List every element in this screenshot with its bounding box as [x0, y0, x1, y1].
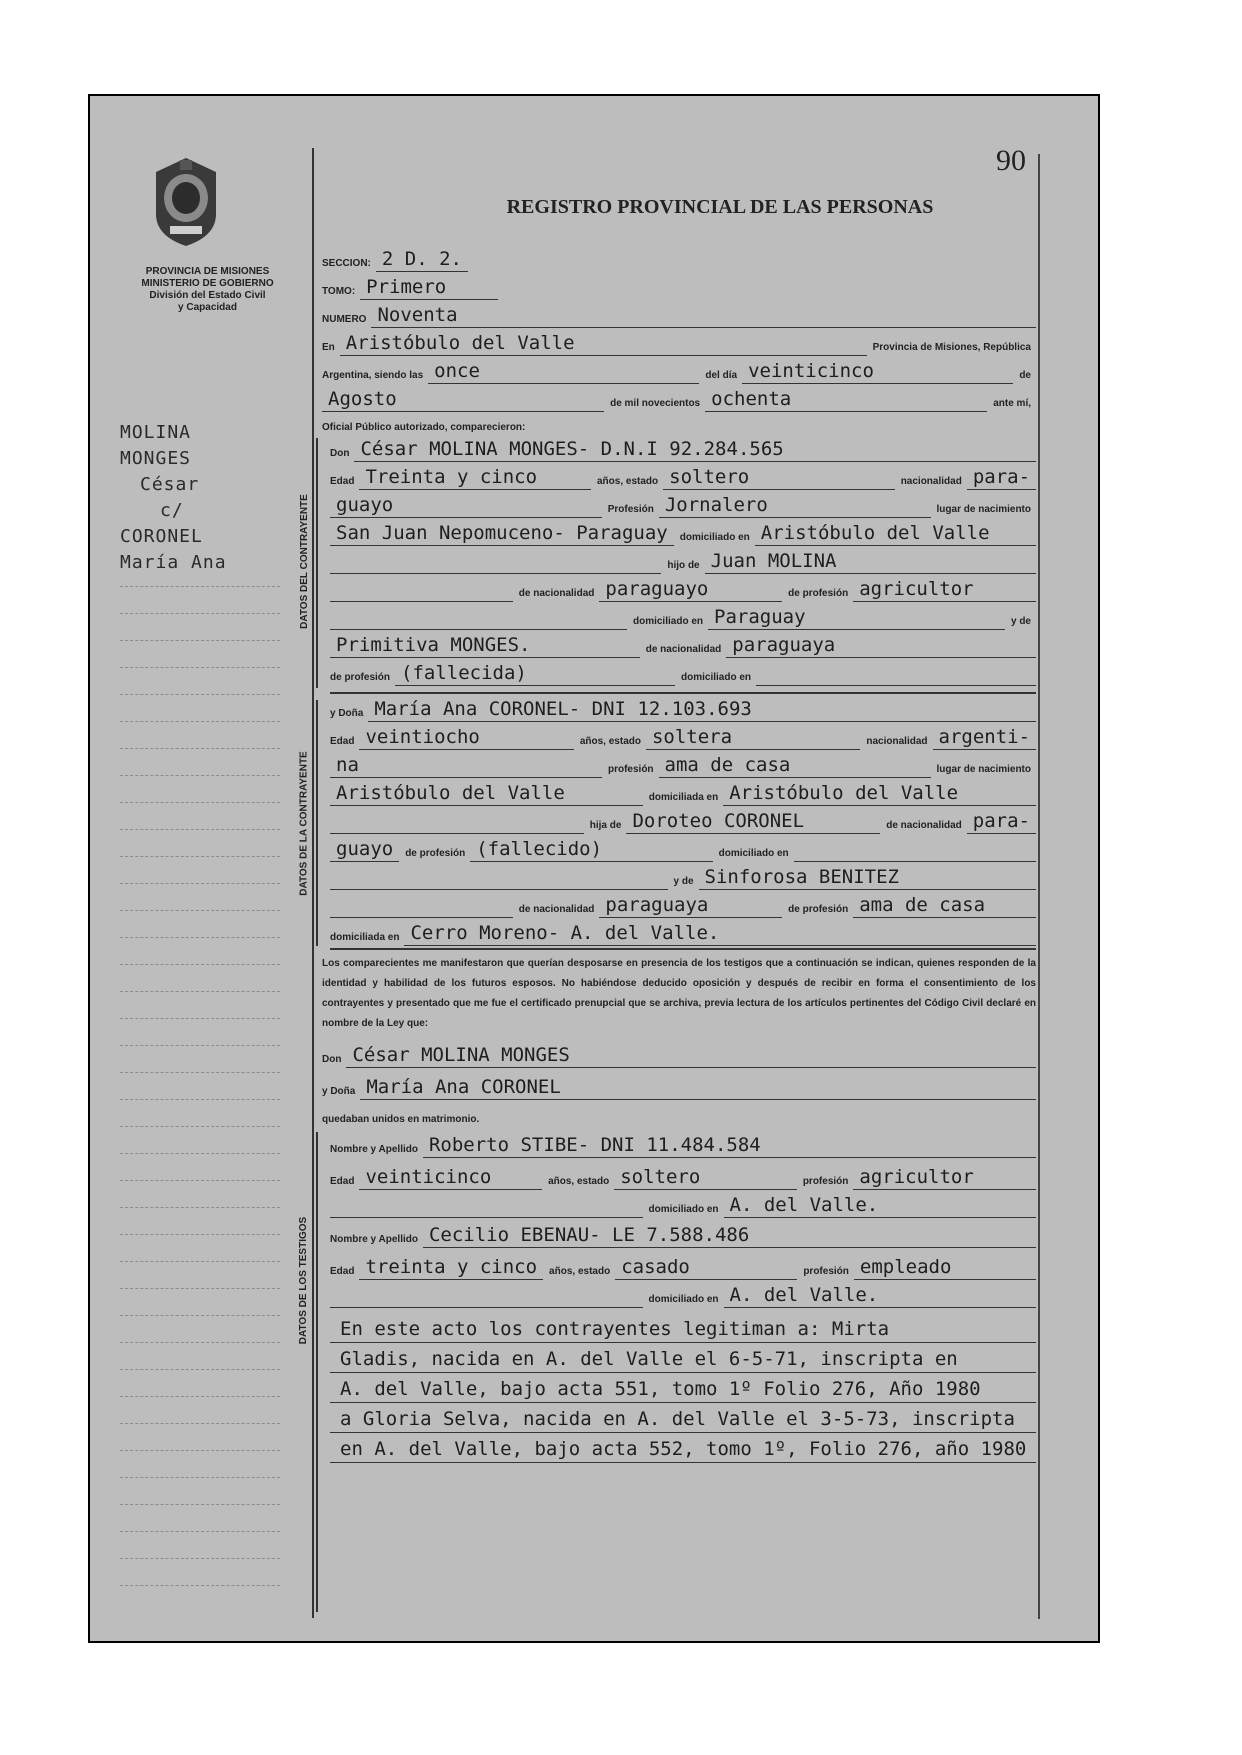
domiciliado-label: domiciliado en [679, 532, 750, 543]
contrayenta-madre-nacionalidad: paraguaya [599, 894, 782, 918]
legitimacion-note-line: A. del Valle, bajo acta 551, tomo 1º Folio 276, Año 1980 [330, 1376, 1036, 1403]
contrayente-madre-row [330, 632, 1036, 658]
testigo1-estado: soltero [614, 1166, 797, 1190]
contrayenta-nacionalidad-cont: na [330, 754, 602, 778]
tomo-row [322, 274, 498, 300]
tomo-label: TOMO: [322, 286, 356, 297]
lugar-nacimiento-label: lugar de nacimiento [936, 504, 1031, 515]
contrayente-padre-nac-row [330, 576, 1036, 602]
testigo1-profesion: agricultor [853, 1166, 1036, 1190]
contrayente-side-label: DATOS DEL CONTRAYENTE [298, 493, 310, 629]
de-profesion-label: de profesión [330, 672, 391, 683]
margin-ruled-line [120, 1099, 280, 1100]
margin-ruled-line [120, 1072, 280, 1073]
contrayente-frame [316, 438, 318, 688]
contrayenta-profesion-row [330, 752, 1036, 778]
domiciliada-label: domiciliada en [330, 932, 400, 943]
margin-ruled-line [120, 1558, 280, 1559]
contrayente-nombre-row [330, 436, 1036, 462]
seccion-value: 2 D. 2. [376, 248, 468, 272]
de-label: de [1019, 370, 1031, 381]
margin-ruled-line [120, 1504, 280, 1505]
margin-ruled-line [120, 829, 280, 830]
contrayente-nacionalidad: para- [967, 466, 1036, 490]
legitimacion-note-line: en A. del Valle, bajo acta 552, tomo 1º, Folio 276, año 1980 [330, 1436, 1036, 1463]
ante-label: ante mí, [993, 398, 1032, 409]
contrayente-profesion-row [330, 492, 1036, 518]
margin-ruled-line [120, 1315, 280, 1316]
blank-line [330, 1306, 643, 1308]
de-nacionalidad-label: de nacionalidad [645, 644, 722, 655]
margin-note: MOLINA [120, 422, 192, 443]
testigo2-nombre: Cecilio EBENAU- LE 7.588.486 [423, 1224, 1036, 1248]
contrayenta-estado: soltera [646, 726, 860, 750]
margin-ruled-line [120, 1585, 280, 1586]
y-de-label: y de [673, 876, 694, 887]
margin-note: César [140, 474, 200, 495]
contrayenta-edad: veintiocho [359, 726, 573, 750]
contrayente-madre-prof-row [330, 660, 1036, 686]
testigo2-profesion: empleado [854, 1256, 1036, 1280]
contrayenta-domicilio-row [330, 780, 1036, 806]
margin-ruled-line [120, 1423, 280, 1424]
section-divider [330, 692, 1036, 694]
margin-note: c/ [160, 500, 184, 521]
dona-label: y Doña [322, 1086, 356, 1097]
contrayenta-padre-prof-row [330, 836, 1036, 862]
margin-ruled-line [120, 1234, 280, 1235]
margin-ruled-line [120, 721, 280, 722]
margin-ruled-line [120, 991, 280, 992]
margin-ruled-line [120, 1396, 280, 1397]
de-profesion-label: de profesión [788, 588, 849, 599]
lugar-row [322, 330, 1036, 356]
contrayente-nombre: César MOLINA MONGES- D.N.I 92.284.565 [354, 438, 1036, 462]
union-don-row [322, 1042, 1036, 1068]
testigo1-nombre: Roberto STIBE- DNI 11.484.584 [423, 1134, 1036, 1158]
contrayenta-padre-nacionalidad-cont: guayo [330, 838, 399, 862]
domiciliado-label: domiciliado en [681, 672, 752, 683]
estado-label: años, estado [597, 476, 659, 487]
margin-ruled-line [120, 883, 280, 884]
document-page [88, 94, 1100, 1643]
contrayenta-madre-profesion: ama de casa [853, 894, 1036, 918]
blank-line [330, 628, 627, 630]
contrayenta-frame [316, 700, 318, 946]
tomo-value: Primero [360, 276, 498, 300]
testigos-side-label: DATOS DE LOS TESTIGOS [298, 1216, 310, 1344]
contrayente-padre-nacionalidad: paraguayo [599, 578, 782, 602]
contrayenta-profesion: ama de casa [659, 754, 931, 778]
edad-label: Edad [330, 1176, 355, 1187]
testigos-frame [316, 1132, 318, 1612]
contrayente-nacionalidad-cont: guayo [330, 494, 602, 518]
de-profesion-label: de profesión [405, 848, 466, 859]
margin-ruled-line [120, 613, 280, 614]
margin-ruled-line [120, 1369, 280, 1370]
fecha-row [322, 358, 1036, 384]
blank-line [330, 600, 513, 602]
en-label: En [322, 342, 335, 353]
contrayenta-padre-row [330, 808, 1036, 834]
margin-ruled-line [120, 694, 280, 695]
de-nacionalidad-label: de nacionalidad [886, 820, 962, 831]
page-title: REGISTRO PROVINCIAL DE LAS PERSONAS [506, 196, 934, 218]
contrayente-padre-profesion: agricultor [853, 578, 1036, 602]
contrayenta-padre-nacionalidad: para- [967, 810, 1036, 834]
contrayente-padre-domicilio: Paraguay [708, 606, 1005, 630]
union-dona-row [322, 1074, 1036, 1100]
lugar-nacimiento-label: lugar de nacimiento [936, 764, 1031, 775]
section-divider [330, 948, 1036, 950]
contrayenta-nombre-row [330, 696, 1036, 722]
contrayente-padre: Juan MOLINA [705, 550, 1036, 574]
contrayente-profesion: Jornalero [659, 494, 931, 518]
de-profesion-label: de profesión [788, 904, 849, 915]
contrayenta-domicilio: Aristóbulo del Valle [723, 782, 1036, 806]
contrayenta-nombre: María Ana CORONEL- DNI 12.103.693 [368, 698, 1036, 722]
margin-ruled-line [120, 748, 280, 749]
hija-label: hija de [589, 820, 622, 831]
blank-line [330, 888, 668, 890]
seccion-label: SECCION: [322, 258, 371, 269]
institution-line: y Capacidad [178, 302, 237, 313]
contrayente-edad-row [330, 464, 1036, 490]
margin-note: MONGES [120, 448, 192, 469]
margin-ruled-line [120, 667, 280, 668]
contrayente-madre: Primitiva MONGES. [330, 634, 640, 658]
profesion-label: profesión [802, 1176, 849, 1187]
argentina-label: Argentina, siendo las [322, 370, 424, 381]
contrayente-domicilio: Aristóbulo del Valle [755, 522, 1036, 546]
testigo1-edad-row [330, 1164, 1036, 1190]
contrayente-estado: soltero [663, 466, 895, 490]
nacionalidad-label: nacionalidad [900, 476, 962, 487]
blank-line [330, 572, 661, 574]
legitimacion-note-line: a Gloria Selva, nacida en A. del Valle el 3-5-73, inscripta [330, 1406, 1036, 1433]
declaration-paragraph: Los comparecientes me manifestaron que querían desposarse en presencia de los testigos que a continuación se indican, quienes responden de la identidad y habilidad de los futuros esposos. No habiéndose deducido oposición y después de recibir en forma el consentimiento de los contrayentes y presentado que me fue el certificado prenupcial que se archiva, previa lectura de los artículos pertinentes del Código Civil declaré en nombre de la Ley que: [322, 958, 1036, 1029]
domiciliado-label: domiciliado en [648, 1204, 719, 1215]
margin-ruled-line [120, 1450, 280, 1451]
blank-line [756, 684, 1036, 686]
testigo2-domic-row [330, 1282, 1036, 1308]
contrayenta-side-label: DATOS DE LA CONTRAYENTE [298, 750, 310, 896]
y-de-label: y de [1010, 616, 1031, 627]
contrayente-lugar-nacimiento: San Juan Nepomuceno- Paraguay [330, 522, 674, 546]
margin-ruled-line [120, 937, 280, 938]
union-dona: María Ana CORONEL [360, 1076, 1036, 1100]
edad-label: Edad [330, 1266, 355, 1277]
margin-ruled-line [120, 1207, 280, 1208]
margin-note: María Ana [120, 552, 227, 573]
contrayenta-lugar-nacimiento: Aristóbulo del Valle [330, 782, 643, 806]
anio-value: ochenta [705, 388, 987, 412]
testigo2-estado: casado [615, 1256, 797, 1280]
nombre-apellido-label: Nombre y Apellido [330, 1144, 418, 1155]
institution-line: MINISTERIO DE GOBIERNO [141, 278, 274, 289]
edad-label: Edad [330, 736, 355, 747]
dona-label: y Doña [330, 708, 364, 719]
margin-ruled-line [120, 1180, 280, 1181]
quedaban-label: quedaban unidos en matrimonio. [322, 1114, 480, 1125]
contrayenta-edad-row [330, 724, 1036, 750]
contrayente-madre-profesion: (fallecida) [395, 662, 675, 686]
testigo2-edad: treinta y cinco [359, 1256, 543, 1280]
profesion-label: profesión [607, 764, 654, 775]
contrayenta-madre-nac-row [330, 892, 1036, 918]
domiciliado-label: domiciliado en [648, 1294, 719, 1305]
contrayenta-nacionalidad: argenti- [933, 726, 1037, 750]
domiciliada-label: domiciliada en [648, 792, 719, 803]
margin-ruled-line [120, 1288, 280, 1289]
contrayente-madre-nacionalidad: paraguaya [726, 634, 1036, 658]
estado-label: años, estado [579, 736, 641, 747]
de-nacionalidad-label: de nacionalidad [518, 904, 595, 915]
don-label: Don [322, 1054, 342, 1065]
estado-label: años, estado [549, 1266, 611, 1277]
anio-row [322, 386, 1036, 412]
don-label: Don [330, 448, 350, 459]
testigo2-domicilio: A. del Valle. [724, 1284, 1037, 1308]
testigo1-domic-row [330, 1192, 1036, 1218]
nombre-apellido-label: Nombre y Apellido [330, 1234, 418, 1245]
margin-ruled-line [120, 1342, 280, 1343]
folio-number: 90 [996, 144, 1026, 177]
margin-ruled-line [120, 1477, 280, 1478]
contrayente-edad: Treinta y cinco [359, 466, 591, 490]
contrayente-domicilio-row [330, 520, 1036, 546]
testigo2-nombre-row [330, 1222, 1036, 1248]
contrayenta-madre-domicilio: Cerro Moreno- A. del Valle. [404, 922, 1036, 946]
oficial-row [322, 410, 1036, 436]
institution-line: PROVINCIA DE MISIONES [145, 266, 270, 277]
oficial-label: Oficial Público autorizado, comparecieron: [322, 422, 526, 433]
de-nacionalidad-label: de nacionalidad [518, 588, 595, 599]
numero-value: Noventa [371, 304, 1036, 328]
provincia-label: Provincia de Misiones, República [872, 342, 1031, 353]
institution-block [100, 266, 315, 314]
blank-line [794, 860, 1036, 862]
contrayenta-padre-profesion: (fallecido) [470, 838, 712, 862]
domiciliado-label: domiciliado en [718, 848, 789, 859]
mes-value: Agosto [322, 388, 604, 412]
testigo1-domicilio: A. del Valle. [724, 1194, 1037, 1218]
legitimacion-note-line: Gladis, nacida en A. del Valle el 6-5-71, inscripta en [330, 1346, 1036, 1373]
edad-label: Edad [330, 476, 355, 487]
blank-line [330, 1216, 643, 1218]
profesion-label: profesión [803, 1266, 849, 1277]
contrayenta-madre-row [330, 864, 1036, 890]
hora-value: once [428, 360, 699, 384]
margin-ruled-line [120, 802, 280, 803]
legitimacion-note-line: En este acto los contrayentes legitiman a: Mirta [330, 1316, 1036, 1343]
anio-label: de mil novecientos [610, 398, 701, 409]
contrayenta-madre: Sinforosa BENITEZ [699, 866, 1037, 890]
lugar-value: Aristóbulo del Valle [340, 332, 867, 356]
margin-ruled-line [120, 964, 280, 965]
margin-ruled-line [120, 856, 280, 857]
contrayente-padre-row [330, 548, 1036, 574]
contrayente-padre-domic-row [330, 604, 1036, 630]
blank-line [330, 916, 513, 918]
union-don: César MOLINA MONGES [346, 1044, 1036, 1068]
contrayenta-padre: Doroteo CORONEL [626, 810, 880, 834]
margin-ruled-line [120, 586, 280, 587]
testigo2-edad-row [330, 1254, 1036, 1280]
margin-ruled-line [120, 1045, 280, 1046]
margin-ruled-line [120, 1153, 280, 1154]
provincial-seal-icon [150, 156, 222, 248]
testigo1-nombre-row [330, 1132, 1036, 1158]
profesion-label: Profesión [607, 504, 654, 515]
margin-ruled-line [120, 910, 280, 911]
dia-value: veinticinco [742, 360, 1013, 384]
estado-label: años, estado [548, 1176, 610, 1187]
domiciliado-label: domiciliado en [632, 616, 703, 627]
testigo1-edad: veinticinco [359, 1166, 542, 1190]
margin-ruled-line [120, 1018, 280, 1019]
margin-ruled-line [120, 775, 280, 776]
right-rule [1038, 154, 1040, 1619]
numero-label: NUMERO [322, 314, 367, 325]
margin-note: CORONEL [120, 526, 203, 547]
nacionalidad-label: nacionalidad [866, 736, 928, 747]
numero-row [322, 302, 1036, 328]
margin-ruled-line [120, 1531, 280, 1532]
margin-ruled-line [120, 1126, 280, 1127]
seccion-row [322, 246, 462, 272]
margin-ruled-line [120, 1261, 280, 1262]
hijo-label: hijo de [667, 560, 700, 571]
contrayenta-madre-domic-row [330, 920, 1036, 946]
institution-line: División del Estado Civil [149, 290, 266, 301]
margin-ruled-line [120, 640, 280, 641]
quedaban-row [322, 1102, 1036, 1128]
blank-line [330, 832, 584, 834]
dia-label: del día [705, 370, 738, 381]
margin-column [90, 96, 315, 1641]
